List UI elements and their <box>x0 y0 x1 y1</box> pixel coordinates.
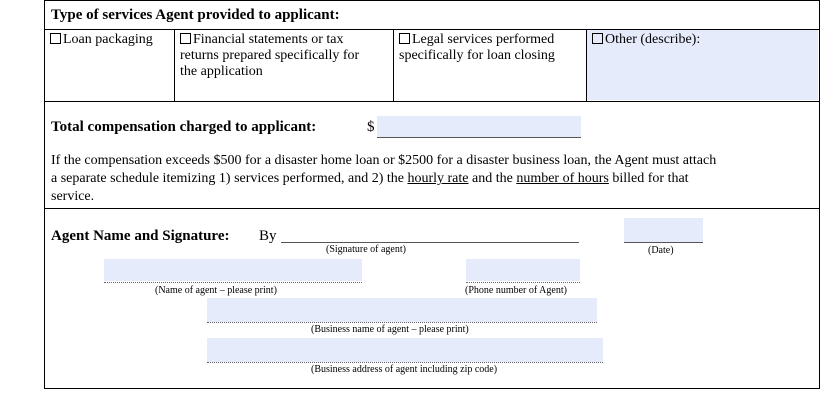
phone-caption: (Phone number of Agent) <box>465 285 567 296</box>
legal-services-checkbox[interactable] <box>399 33 410 44</box>
date-caption: (Date) <box>648 245 674 256</box>
business-name-underline <box>207 322 597 323</box>
financial-statements-line3: the application <box>180 64 263 79</box>
financial-statements-line2: returns prepared specifically for <box>180 48 360 63</box>
column-divider-1 <box>174 29 175 101</box>
other-label: Other (describe): <box>605 32 701 47</box>
service-option-other[interactable] <box>592 32 700 48</box>
service-option-financial-statements[interactable] <box>180 32 359 80</box>
note-line-2b: and the <box>468 171 517 186</box>
total-compensation-field[interactable] <box>377 116 581 137</box>
number-of-hours-text: number of hours <box>516 171 609 186</box>
note-line-2c: billed for that <box>608 171 689 186</box>
date-underline <box>624 242 703 243</box>
note-line-1: If the compensation exceeds $500 for a disaster home loan or $2500 for a disaster business loan, the Agent must attach <box>51 153 717 168</box>
top-rule <box>44 0 820 1</box>
financial-statements-line1: Financial statements or tax <box>193 32 344 47</box>
compensation-bottom-rule <box>44 208 820 209</box>
note-line-2a: a separate schedule itemizing 1) services performed, and 2) the <box>51 171 408 186</box>
total-compensation-label: Total compensation charged to applicant: <box>51 119 317 135</box>
business-address-caption: (Business address of agent including zip code) <box>311 364 498 375</box>
service-option-loan-packaging[interactable] <box>50 32 153 48</box>
agent-name-underline <box>104 282 362 283</box>
business-name-field[interactable] <box>207 298 597 322</box>
signature-caption: (Signature of agent) <box>326 244 406 255</box>
services-heading: Type of services Agent provided to applicant: <box>51 7 340 23</box>
agent-name-signature-label: Agent Name and Signature: <box>51 228 230 244</box>
currency-symbol: $ <box>367 119 375 135</box>
business-address-underline <box>207 362 603 363</box>
signature-line[interactable] <box>281 242 579 243</box>
services-bottom-rule <box>44 101 820 102</box>
business-address-field[interactable] <box>207 338 603 362</box>
legal-services-line2: specifically for loan closing <box>399 48 555 63</box>
hourly-rate-text: hourly rate <box>407 171 469 186</box>
note-line-3: service. <box>51 189 95 204</box>
column-divider-2 <box>393 29 394 101</box>
loan-packaging-label: Loan packaging <box>63 32 153 47</box>
business-name-caption: (Business name of agent – please print) <box>311 324 469 335</box>
service-option-legal-services[interactable] <box>399 32 555 64</box>
total-compensation-underline <box>377 137 581 138</box>
phone-underline <box>466 282 580 283</box>
compensation-note <box>51 152 716 206</box>
financial-statements-checkbox[interactable] <box>180 33 191 44</box>
phone-field[interactable] <box>466 259 580 281</box>
by-label: By <box>259 228 277 244</box>
agent-name-field[interactable] <box>104 259 362 281</box>
loan-packaging-checkbox[interactable] <box>50 33 61 44</box>
date-field[interactable] <box>624 218 703 242</box>
agent-name-caption: (Name of agent – please print) <box>155 285 277 296</box>
other-checkbox[interactable] <box>592 33 603 44</box>
legal-services-line1: Legal services performed <box>412 32 555 47</box>
